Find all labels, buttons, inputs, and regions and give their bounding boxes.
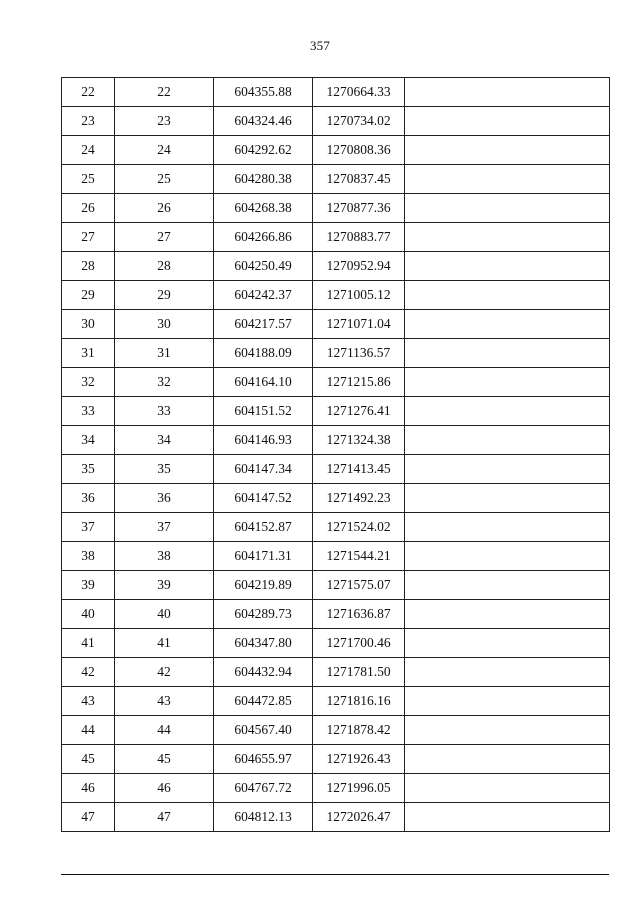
x-coordinate-cell: 604292.62 (214, 136, 313, 165)
point-index-cell: 37 (62, 513, 115, 542)
point-number-cell: 29 (115, 281, 214, 310)
table-row (62, 165, 610, 194)
x-coordinate-cell: 604289.73 (214, 600, 313, 629)
point-index-cell: 24 (62, 136, 115, 165)
y-coordinate-cell: 1271276.41 (313, 397, 405, 426)
y-coordinate-cell: 1271136.57 (313, 339, 405, 368)
table-row (62, 223, 610, 252)
point-index-cell: 27 (62, 223, 115, 252)
point-number-cell: 35 (115, 455, 214, 484)
table-row (62, 600, 610, 629)
notes-cell (405, 78, 610, 107)
y-coordinate-cell: 1271215.86 (313, 368, 405, 397)
notes-cell (405, 136, 610, 165)
point-number-cell: 32 (115, 368, 214, 397)
notes-cell (405, 165, 610, 194)
point-index-cell: 36 (62, 484, 115, 513)
notes-cell (405, 252, 610, 281)
x-coordinate-cell: 604164.10 (214, 368, 313, 397)
point-number-cell: 45 (115, 745, 214, 774)
point-index-cell: 47 (62, 803, 115, 832)
table-row (62, 397, 610, 426)
point-index-cell: 39 (62, 571, 115, 600)
point-index-cell: 31 (62, 339, 115, 368)
table-row (62, 774, 610, 803)
table-row (62, 542, 610, 571)
x-coordinate-cell: 604812.13 (214, 803, 313, 832)
table-row (62, 310, 610, 339)
x-coordinate-cell: 604188.09 (214, 339, 313, 368)
table-row (62, 803, 610, 832)
x-coordinate-cell: 604242.37 (214, 281, 313, 310)
notes-cell (405, 223, 610, 252)
point-number-cell: 25 (115, 165, 214, 194)
y-coordinate-cell: 1271544.21 (313, 542, 405, 571)
coordinates-table (61, 77, 610, 832)
point-number-cell: 39 (115, 571, 214, 600)
x-coordinate-cell: 604171.31 (214, 542, 313, 571)
point-index-cell: 41 (62, 629, 115, 658)
notes-cell (405, 687, 610, 716)
point-number-cell: 28 (115, 252, 214, 281)
table-row (62, 571, 610, 600)
y-coordinate-cell: 1271005.12 (313, 281, 405, 310)
notes-cell (405, 600, 610, 629)
x-coordinate-cell: 604146.93 (214, 426, 313, 455)
point-index-cell: 25 (62, 165, 115, 194)
notes-cell (405, 571, 610, 600)
x-coordinate-cell: 604219.89 (214, 571, 313, 600)
point-number-cell: 31 (115, 339, 214, 368)
notes-cell (405, 658, 610, 687)
table-row (62, 455, 610, 484)
notes-cell (405, 716, 610, 745)
coordinates-table-body (62, 78, 610, 832)
point-number-cell: 46 (115, 774, 214, 803)
notes-cell (405, 542, 610, 571)
x-coordinate-cell: 604567.40 (214, 716, 313, 745)
point-number-cell: 44 (115, 716, 214, 745)
point-index-cell: 43 (62, 687, 115, 716)
point-number-cell: 40 (115, 600, 214, 629)
point-index-cell: 26 (62, 194, 115, 223)
footer-rule (61, 874, 609, 875)
x-coordinate-cell: 604266.86 (214, 223, 313, 252)
table-row (62, 78, 610, 107)
point-number-cell: 27 (115, 223, 214, 252)
point-number-cell: 47 (115, 803, 214, 832)
notes-cell (405, 281, 610, 310)
y-coordinate-cell: 1272026.47 (313, 803, 405, 832)
notes-cell (405, 310, 610, 339)
point-index-cell: 22 (62, 78, 115, 107)
notes-cell (405, 455, 610, 484)
notes-cell (405, 194, 610, 223)
x-coordinate-cell: 604655.97 (214, 745, 313, 774)
table-row (62, 658, 610, 687)
point-number-cell: 33 (115, 397, 214, 426)
table-row (62, 252, 610, 281)
notes-cell (405, 368, 610, 397)
x-coordinate-cell: 604472.85 (214, 687, 313, 716)
y-coordinate-cell: 1270664.33 (313, 78, 405, 107)
x-coordinate-cell: 604147.52 (214, 484, 313, 513)
x-coordinate-cell: 604347.80 (214, 629, 313, 658)
table-row (62, 107, 610, 136)
point-number-cell: 43 (115, 687, 214, 716)
table-row (62, 368, 610, 397)
x-coordinate-cell: 604432.94 (214, 658, 313, 687)
point-number-cell: 24 (115, 136, 214, 165)
point-index-cell: 29 (62, 281, 115, 310)
point-index-cell: 28 (62, 252, 115, 281)
y-coordinate-cell: 1271816.16 (313, 687, 405, 716)
point-number-cell: 42 (115, 658, 214, 687)
y-coordinate-cell: 1271636.87 (313, 600, 405, 629)
notes-cell (405, 774, 610, 803)
point-index-cell: 40 (62, 600, 115, 629)
y-coordinate-cell: 1271492.23 (313, 484, 405, 513)
notes-cell (405, 745, 610, 774)
x-coordinate-cell: 604147.34 (214, 455, 313, 484)
point-index-cell: 38 (62, 542, 115, 571)
point-number-cell: 36 (115, 484, 214, 513)
point-number-cell: 41 (115, 629, 214, 658)
x-coordinate-cell: 604217.57 (214, 310, 313, 339)
point-index-cell: 32 (62, 368, 115, 397)
table-row (62, 426, 610, 455)
y-coordinate-cell: 1271071.04 (313, 310, 405, 339)
point-index-cell: 42 (62, 658, 115, 687)
x-coordinate-cell: 604355.88 (214, 78, 313, 107)
x-coordinate-cell: 604280.38 (214, 165, 313, 194)
table-row (62, 281, 610, 310)
table-row (62, 716, 610, 745)
y-coordinate-cell: 1271926.43 (313, 745, 405, 774)
point-index-cell: 45 (62, 745, 115, 774)
notes-cell (405, 107, 610, 136)
point-number-cell: 37 (115, 513, 214, 542)
y-coordinate-cell: 1270808.36 (313, 136, 405, 165)
point-index-cell: 35 (62, 455, 115, 484)
y-coordinate-cell: 1271575.07 (313, 571, 405, 600)
point-index-cell: 23 (62, 107, 115, 136)
y-coordinate-cell: 1271524.02 (313, 513, 405, 542)
table-row (62, 484, 610, 513)
x-coordinate-cell: 604324.46 (214, 107, 313, 136)
y-coordinate-cell: 1271700.46 (313, 629, 405, 658)
point-number-cell: 34 (115, 426, 214, 455)
notes-cell (405, 339, 610, 368)
notes-cell (405, 803, 610, 832)
notes-cell (405, 397, 610, 426)
table-row (62, 136, 610, 165)
x-coordinate-cell: 604152.87 (214, 513, 313, 542)
notes-cell (405, 426, 610, 455)
table-row (62, 629, 610, 658)
point-number-cell: 23 (115, 107, 214, 136)
y-coordinate-cell: 1270883.77 (313, 223, 405, 252)
x-coordinate-cell: 604767.72 (214, 774, 313, 803)
notes-cell (405, 513, 610, 542)
table-row (62, 513, 610, 542)
x-coordinate-cell: 604151.52 (214, 397, 313, 426)
point-number-cell: 22 (115, 78, 214, 107)
point-number-cell: 26 (115, 194, 214, 223)
point-number-cell: 30 (115, 310, 214, 339)
y-coordinate-cell: 1271996.05 (313, 774, 405, 803)
y-coordinate-cell: 1271878.42 (313, 716, 405, 745)
point-number-cell: 38 (115, 542, 214, 571)
y-coordinate-cell: 1270877.36 (313, 194, 405, 223)
y-coordinate-cell: 1270952.94 (313, 252, 405, 281)
point-index-cell: 33 (62, 397, 115, 426)
point-index-cell: 44 (62, 716, 115, 745)
table-row (62, 339, 610, 368)
page-number: 357 (309, 38, 331, 53)
point-index-cell: 46 (62, 774, 115, 803)
notes-cell (405, 484, 610, 513)
point-index-cell: 30 (62, 310, 115, 339)
table-row (62, 687, 610, 716)
notes-cell (405, 629, 610, 658)
y-coordinate-cell: 1271781.50 (313, 658, 405, 687)
table-row (62, 194, 610, 223)
point-index-cell: 34 (62, 426, 115, 455)
y-coordinate-cell: 1271413.45 (313, 455, 405, 484)
x-coordinate-cell: 604250.49 (214, 252, 313, 281)
table-row (62, 745, 610, 774)
x-coordinate-cell: 604268.38 (214, 194, 313, 223)
y-coordinate-cell: 1271324.38 (313, 426, 405, 455)
y-coordinate-cell: 1270734.02 (313, 107, 405, 136)
y-coordinate-cell: 1270837.45 (313, 165, 405, 194)
